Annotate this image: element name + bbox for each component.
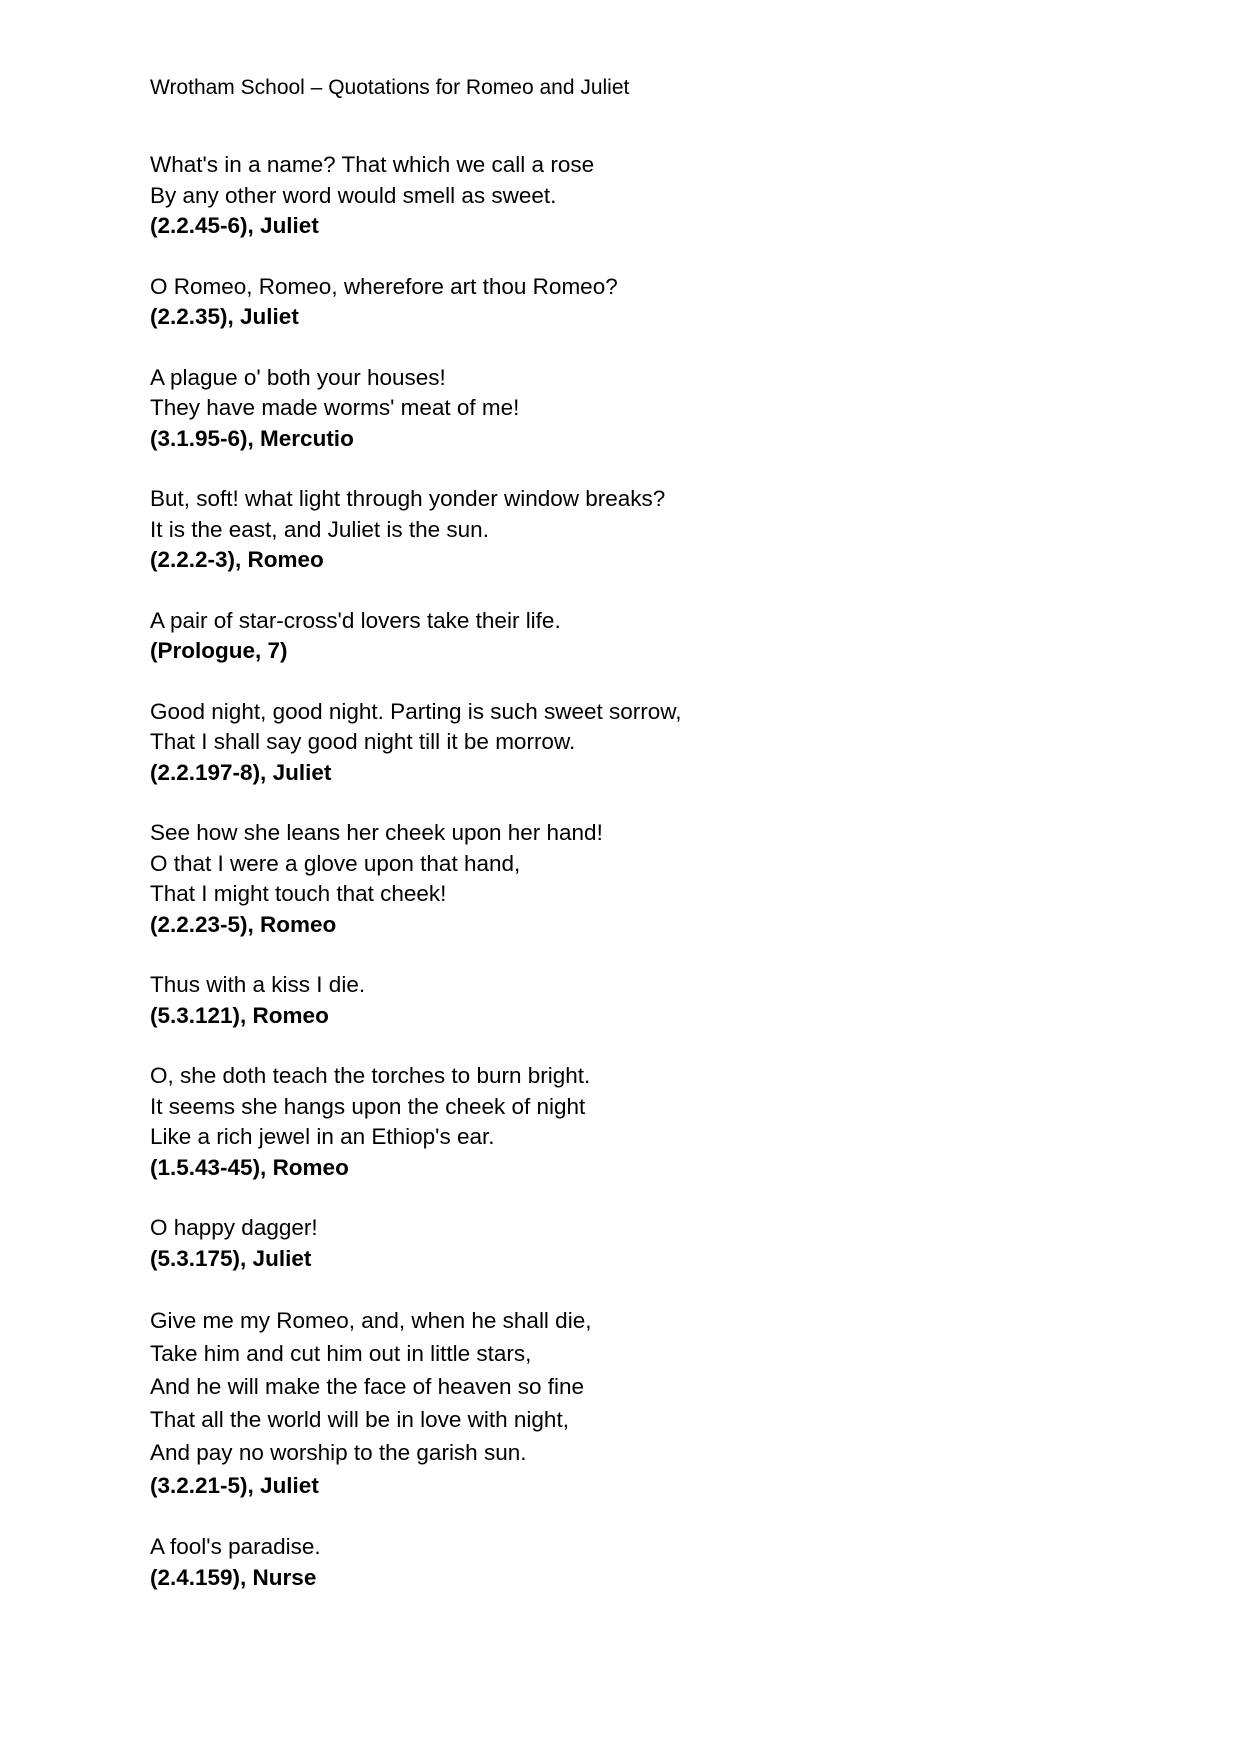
quote-line: But, soft! what light through yonder window breaks?: [150, 486, 666, 511]
quote-reference: (3.2.21-5), Juliet: [150, 1473, 319, 1498]
quote-line: That I shall say good night till it be morrow.: [150, 729, 576, 754]
quote-reference: (5.3.121), Romeo: [150, 1002, 329, 1028]
quote-line: O happy dagger!: [150, 1215, 318, 1240]
quote-line: Good night, good night. Parting is such sweet sorrow,: [150, 698, 682, 724]
quote-line: What's in a name? That which we call a rose: [150, 152, 595, 177]
quote-reference: (5.3.175), Juliet: [150, 1245, 312, 1271]
quote-line: A fool's paradise.: [150, 1534, 321, 1559]
quote-reference: (2.4.159), Nurse: [150, 1564, 317, 1590]
quote-line: Give me my Romeo, and, when he shall die,: [150, 1308, 592, 1333]
quote-line: Take him and cut him out in little stars,: [150, 1341, 532, 1366]
quote-reference: (2.2.2-3), Romeo: [150, 547, 324, 572]
quote-reference: (Prologue, 7): [150, 638, 288, 663]
quote-line: A pair of star-cross'd lovers take their life.: [150, 607, 561, 633]
quote-block: [150, 484, 1150, 576]
quote-block: [150, 1061, 1150, 1183]
quote-line: A plague o' both your houses!: [150, 364, 446, 390]
page-header: Wrotham School – Quotations for Romeo and Juliet: [150, 76, 630, 99]
quotations-list: [150, 150, 1150, 1623]
quote-line: And he will make the face of heaven so fine: [150, 1374, 585, 1399]
quote-line: That I might touch that cheek!: [150, 881, 447, 906]
quote-block: [150, 363, 1150, 455]
quote-block: [150, 1304, 1150, 1502]
quote-block: [150, 272, 1150, 333]
quote-line: Thus with a kiss I die.: [150, 972, 366, 997]
quote-reference: (2.2.45-6), Juliet: [150, 213, 319, 238]
quote-line: See how she leans her cheek upon her hand!: [150, 820, 603, 845]
quote-reference: (2.2.23-5), Romeo: [150, 911, 337, 937]
quote-reference: (2.2.197-8), Juliet: [150, 759, 332, 785]
quote-block: [150, 970, 1150, 1031]
quote-line: It seems she hangs upon the cheek of night: [150, 1093, 586, 1119]
quote-block: [150, 150, 1150, 242]
quote-line: By any other word would smell as sweet.: [150, 182, 557, 208]
quote-line: And pay no worship to the garish sun.: [150, 1440, 527, 1465]
quote-block: [150, 697, 1150, 789]
quote-block: [150, 1532, 1150, 1593]
quote-block: [150, 818, 1150, 940]
quote-line: O, she doth teach the torches to burn bright.: [150, 1063, 591, 1088]
quote-line: O Romeo, Romeo, wherefore art thou Romeo?: [150, 273, 618, 299]
quote-line: It is the east, and Juliet is the sun.: [150, 516, 489, 542]
quote-reference: (1.5.43-45), Romeo: [150, 1154, 349, 1180]
quote-reference: (2.2.35), Juliet: [150, 304, 299, 329]
quote-block: [150, 1213, 1150, 1274]
quote-line: They have made worms' meat of me!: [150, 395, 520, 420]
quote-reference: (3.1.95-6), Mercutio: [150, 425, 354, 451]
quote-block: [150, 606, 1150, 667]
quote-line: O that I were a glove upon that hand,: [150, 850, 521, 876]
quote-line: That all the world will be in love with night,: [150, 1407, 569, 1432]
quote-line: Like a rich jewel in an Ethiop's ear.: [150, 1124, 495, 1149]
